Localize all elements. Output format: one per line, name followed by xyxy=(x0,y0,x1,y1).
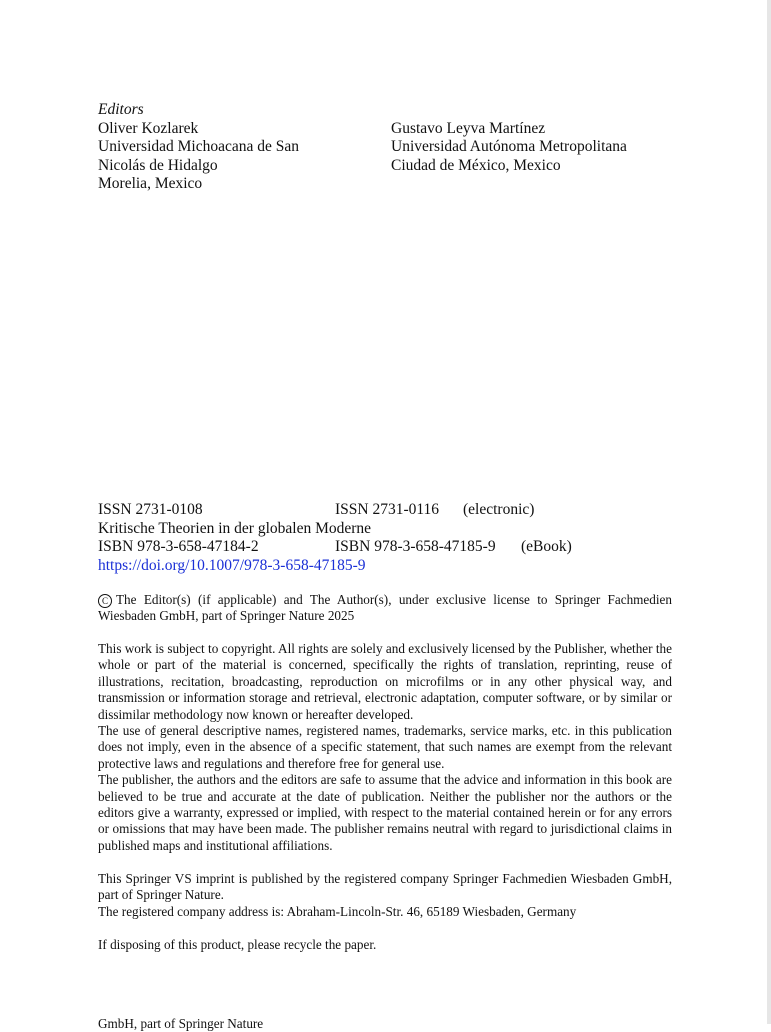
editor-name: Oliver Kozlarek xyxy=(98,120,199,137)
imprint-notice xyxy=(98,871,672,920)
editor-affiliation: Nicolás de Hidalgo xyxy=(98,156,218,174)
copyright-text: The Editor(s) (if applicable) and The Author(s), under exclusive license to Springer Fachmedien Wiesbaden GmbH, part of Springer Nature 2025 xyxy=(98,592,672,624)
doi-link[interactable]: https://doi.org/10.1007/978-3-658-47185-9 xyxy=(98,556,366,574)
issn-print: ISSN 2731-0108 xyxy=(98,501,203,518)
copyright-notice xyxy=(98,592,672,625)
legal-notice xyxy=(98,641,672,854)
legal-paragraph: The publisher, the authors and the editors are safe to assume that the advice and information in this book are believed to be true and accurate at the date of publication. Neither the publisher nor the authors or the editors give a warranty, expressed or implied, with respect to the material contained herein or for any errors or omissions that may have been made. The publisher remains neutral with regard to jurisdictional claims in published maps and institutional affiliations. xyxy=(98,772,672,853)
imprint-line: This Springer VS imprint is published by the registered company Springer Fachmedien Wiesbaden GmbH, part of Springer Nature. xyxy=(98,871,672,903)
series-title: Kritische Theorien in der globalen Moderne xyxy=(98,519,372,537)
editor-affiliation: Universidad Michoacana de San xyxy=(98,138,300,156)
isbn-print: ISBN 978-3-658-47184-2 xyxy=(98,538,259,556)
editors-label: Editors xyxy=(98,101,144,118)
editor-name: Gustavo Leyva Martínez xyxy=(391,120,546,137)
next-page-fragment: GmbH, part of Springer Nature xyxy=(98,1016,264,1031)
editor-oliver-kozlarek xyxy=(98,120,299,193)
editor-gustavo-leyva xyxy=(391,120,627,175)
page-edge xyxy=(767,0,771,1024)
editor-location: Ciudad de México, Mexico xyxy=(391,156,561,174)
isbn-ebook: ISBN 978-3-658-47185-9 xyxy=(335,538,496,556)
ebook-label: (eBook) xyxy=(521,538,572,556)
bibliographic-info xyxy=(98,501,698,575)
imprint-address: The registered company address is: Abraham-Lincoln-Str. 46, 65189 Wiesbaden, Germany xyxy=(98,903,577,919)
legal-paragraph: This work is subject to copyright. All rights are solely and exclusively licensed by the Publisher, whether the whole or part of the material is concerned, specifically the rights of translation, reprinting, reuse of illustrations, recitation, broadcasting, reproduction on microfilms or in any other physical way, and transmission or information storage and retrieval, electronic adaptation, computer software, or by similar or dissimilar methodology now known or hereafter developed. xyxy=(98,641,672,722)
issn-electronic: ISSN 2731-0116 xyxy=(335,501,440,518)
editor-location: Morelia, Mexico xyxy=(98,174,203,192)
legal-paragraph: The use of general descriptive names, registered names, trademarks, service marks, etc. in this publication does not imply, even in the absence of a specific statement, that such names are exempt from the relevant protective laws and regulations and therefore free for general use. xyxy=(98,723,672,771)
recycle-notice: If disposing of this product, please recycle the paper. xyxy=(98,937,377,952)
copyright-icon: C xyxy=(98,594,112,608)
editor-affiliation: Universidad Autónoma Metropolitana xyxy=(391,138,627,156)
electronic-label: (electronic) xyxy=(463,501,535,518)
